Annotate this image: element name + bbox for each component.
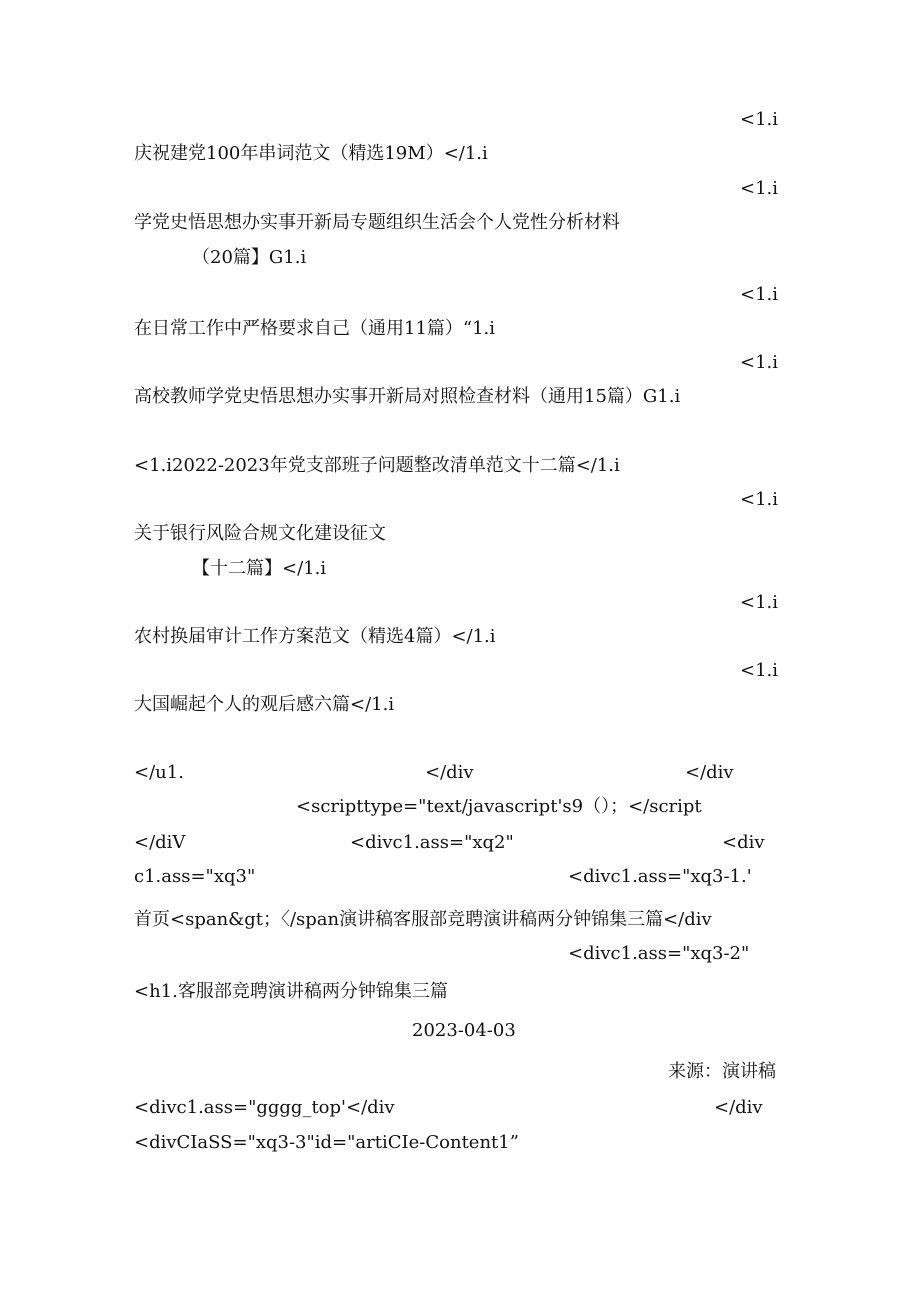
article-content-tag: <divCIaSS="xq3-3"id="artiCIe-Content1” — [134, 1132, 519, 1153]
breadcrumb: 首页<span&gt；〈/span演讲稿客服部竞聘演讲稿两分钟锦集三篇</div — [134, 909, 712, 930]
list-item: 农村换届审计工作方案范文（精选4篇）</1.i — [134, 626, 496, 647]
page-title: <h1.客服部竞聘演讲稿两分钟锦集三篇 — [134, 981, 448, 1002]
class-attr: c1.ass="xq3" — [134, 866, 256, 887]
li-open-tag: <1.i — [740, 284, 779, 305]
source-label: 来源：演讲稿 — [668, 1061, 776, 1082]
publish-date: 2023-04-03 — [412, 1020, 516, 1041]
ul-close-tag: </u1. — [134, 762, 184, 783]
li-open-tag: <1.i — [740, 489, 779, 510]
list-item: 大国崛起个人的观后感六篇</1.i — [134, 694, 395, 715]
div-tag: <divc1.ass="gggg_top'</div — [134, 1097, 395, 1118]
div-open-tag: <divc1.ass="xq3-2" — [568, 943, 750, 964]
list-item: 庆祝建党100年串词范文（精选19M）</1.i — [134, 143, 488, 164]
div-open-tag: <divc1.ass="xq2" — [350, 832, 514, 853]
div-close-tag: </div — [685, 762, 734, 783]
li-open-tag: <1.i — [740, 109, 779, 130]
li-open-tag: <1.i — [740, 352, 779, 373]
li-open-tag: <1.i — [740, 592, 779, 613]
div-open-tag: <div — [722, 832, 765, 853]
list-item: 关于银行风险合规文化建设征文 — [134, 523, 386, 544]
list-item: 学党史悟思想办实事开新局专题组织生活会个人党性分析材料 — [134, 212, 620, 233]
list-item: <1.i2022-2023年党支部班子问题整改清单范文十二篇</1.i — [134, 455, 620, 476]
div-close-tag: </div — [425, 762, 474, 783]
list-item: 在日常工作中严格要求自己（通用11篇）“1.i — [134, 318, 496, 339]
list-item-continuation: 【十二篇】</1.i — [192, 558, 327, 579]
div-close-tag: </diV — [134, 832, 186, 853]
script-tag: <scripttype="text/javascript's9（）；</script — [296, 796, 702, 817]
div-close-tag: </div — [714, 1097, 763, 1118]
div-open-tag: <divc1.ass="xq3-1.' — [568, 866, 752, 887]
list-item-continuation: （20篇】G1.i — [192, 247, 307, 268]
li-open-tag: <1.i — [740, 660, 779, 681]
list-item: 高校教师学党史悟思想办实事开新局对照检查材料（通用15篇）G1.i — [134, 386, 681, 407]
li-open-tag: <1.i — [740, 178, 779, 199]
